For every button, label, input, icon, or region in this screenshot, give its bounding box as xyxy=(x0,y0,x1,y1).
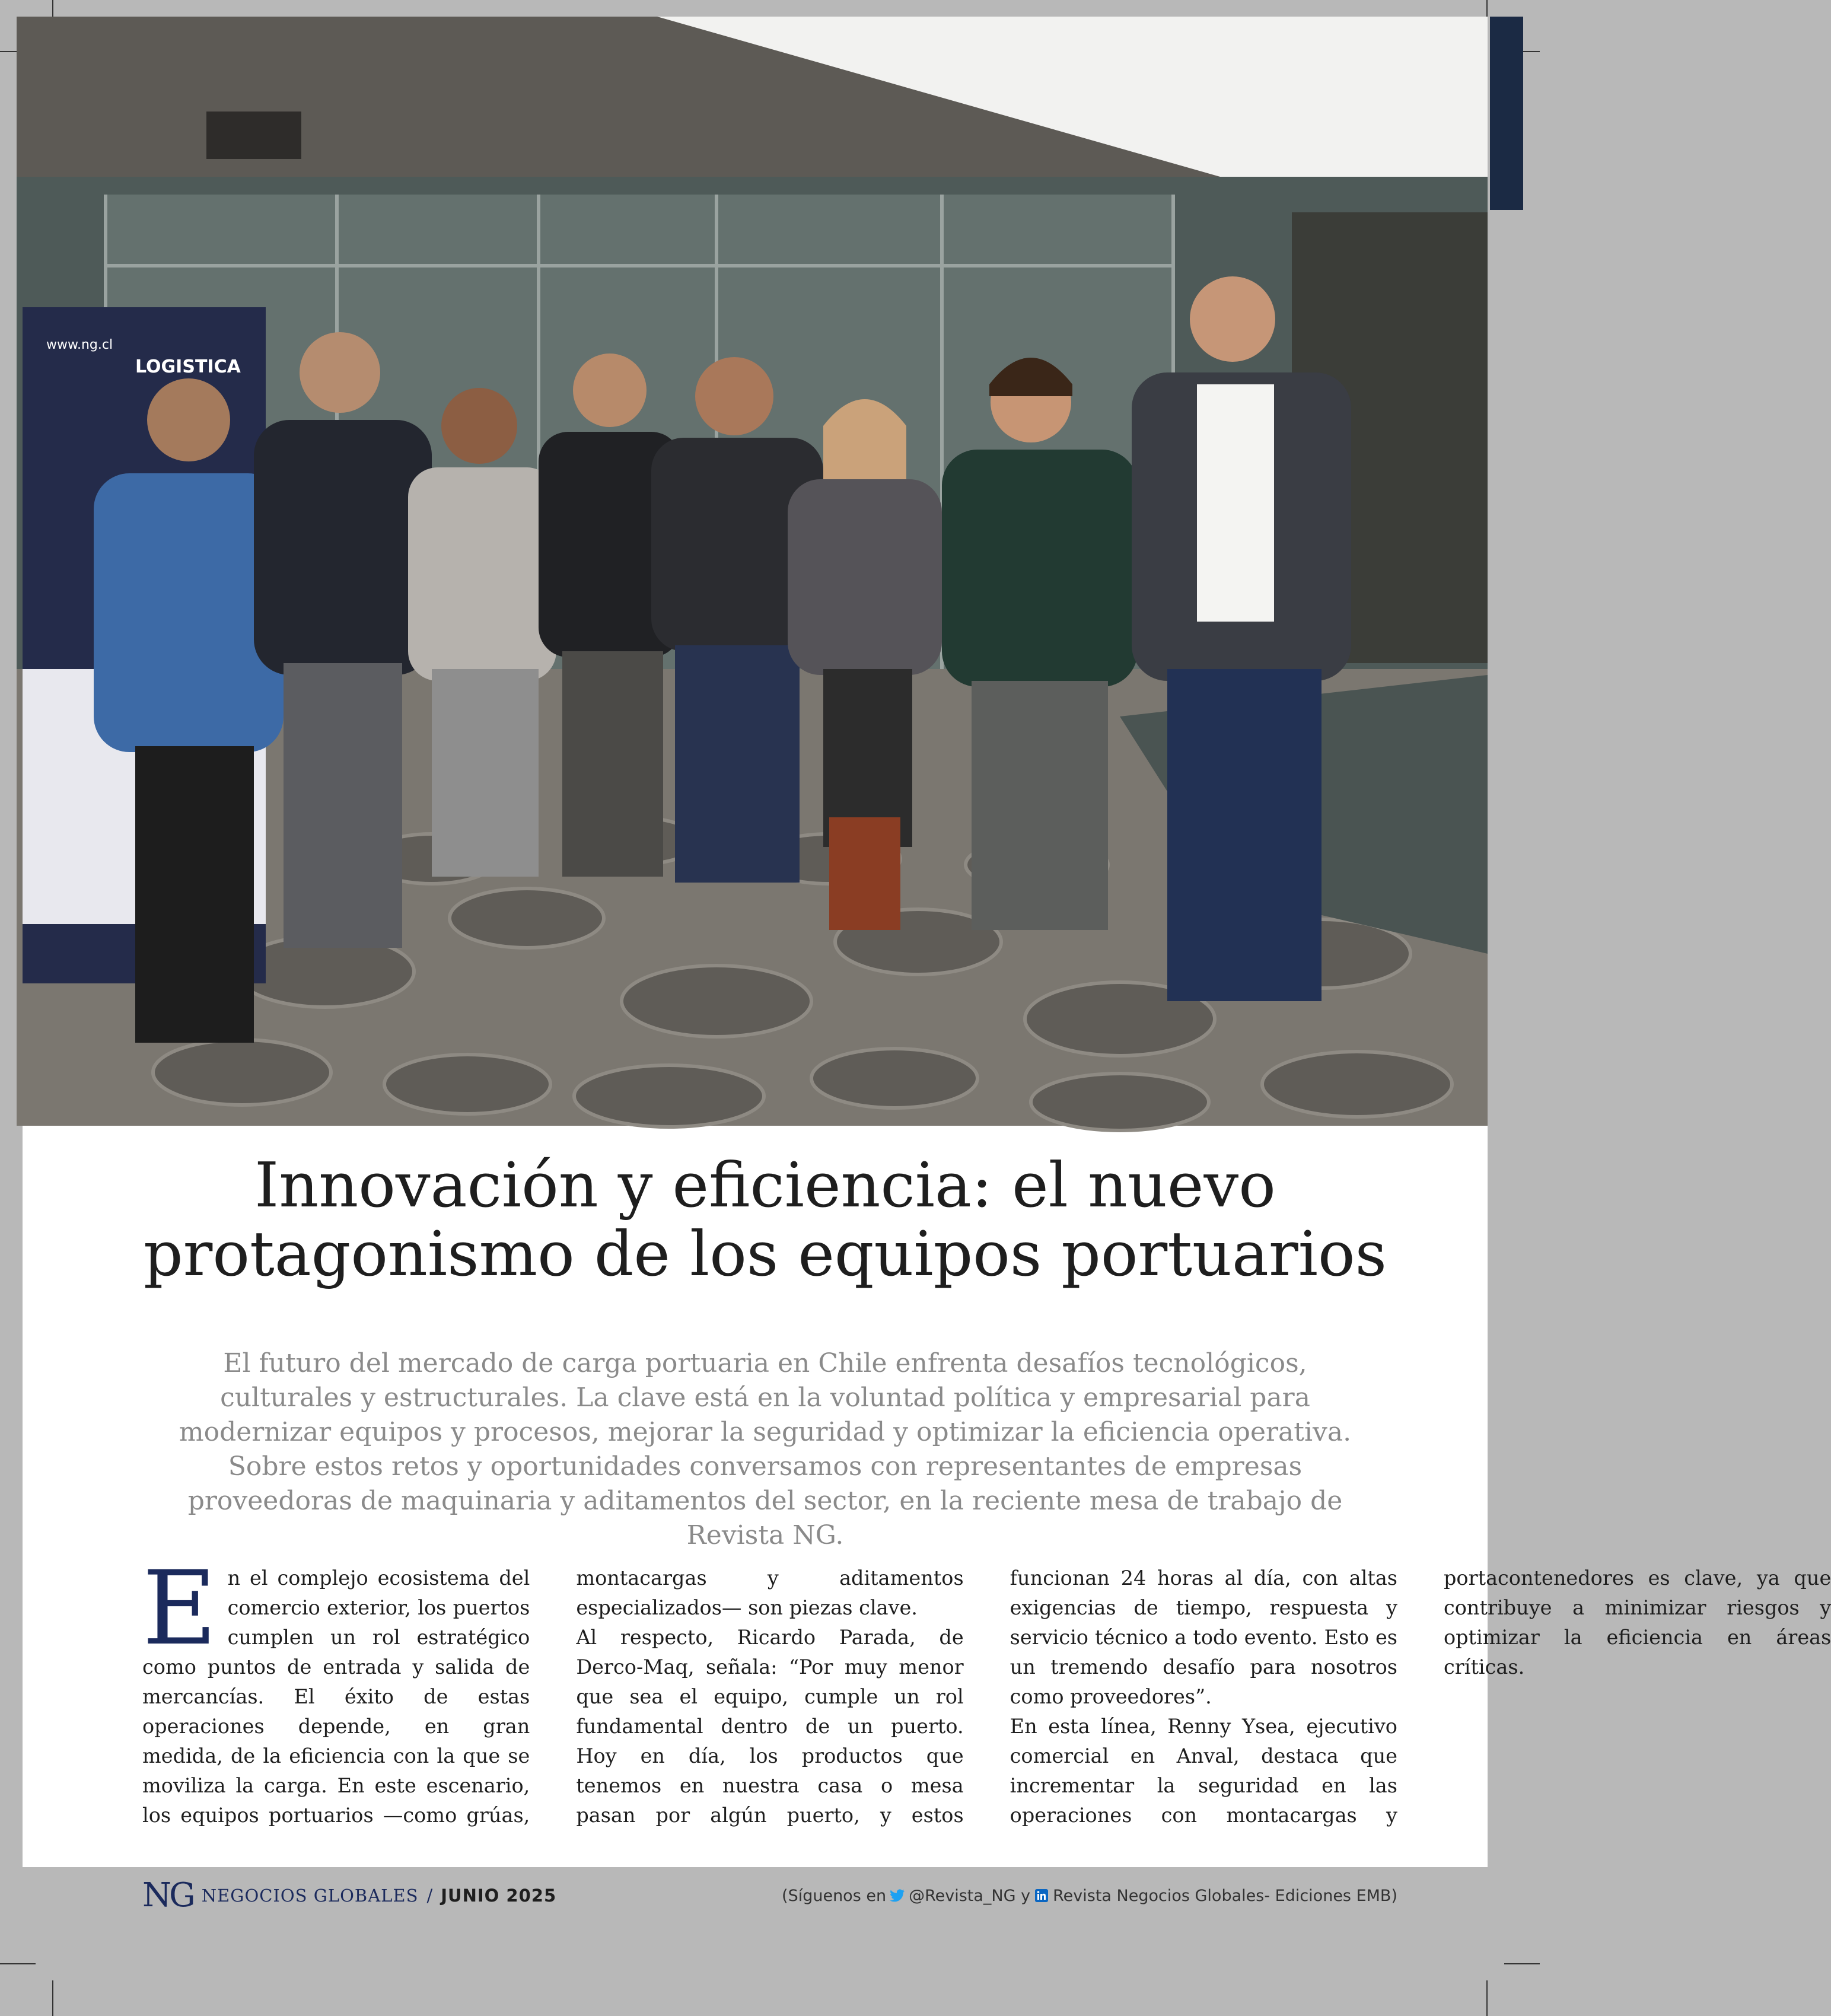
article-body xyxy=(142,1549,1831,1848)
title-line-1: Innovación y eficiencia: el nuevo xyxy=(254,1149,1276,1221)
issue-date: JUNIO 2025 xyxy=(441,1886,557,1906)
banner-url: www.ng.cl xyxy=(46,337,113,352)
crop-mark xyxy=(0,1963,36,1964)
ng-logo: NG xyxy=(142,1876,193,1915)
crop-mark xyxy=(52,1980,53,2016)
page-footer xyxy=(142,1877,1397,1915)
article-lead: El futuro del mercado de carga portuaria en Chile enfrenta desafíos tecnológicos, culturales y estructurales. La clave está en la voluntad política y empresarial para modernizar equipos y procesos, mejorar la seguridad y optimizar la eficiencia operativa. Sobre estos retos y oportunidades conversamos con representantes de empresas proveedoras de maquinaria y aditamentos del sector, en la reciente mesa de trabajo de Revista NG. xyxy=(179,1348,1352,1550)
linkedin-name[interactable]: Revista Negocios Globales- Ediciones EMB) xyxy=(1053,1886,1397,1905)
section-tab xyxy=(1490,17,1523,210)
crop-mark xyxy=(1504,1963,1540,1964)
paragraph-3: En esta línea, Renny Ysea, ejecutivo comercial en Anval, destaca que incrementar la seguridad en las operaciones con montacargas y portacontenedores es clave, ya que contribuye a minimizar riesgos y optimizar la eficiencia en áreas críticas. xyxy=(1010,1566,1831,1827)
twitter-icon[interactable] xyxy=(890,1888,905,1903)
paragraph-2: Al respecto, Ricardo Parada, de Derco-Maq, señala: “Por muy menor que sea el equipo, cumple un rol fundamental dentro de un puerto. Hoy en día, los productos que tenemos en nuestra casa o mesa pasan por algún puerto, y estos funcionan 24 horas al día, con altas exigencias de tiempo, respuesta y servicio técnico a todo evento. Esto es un tremendo desafío para nosotros como proveedores”. xyxy=(576,1566,1397,1827)
article-title xyxy=(71,1151,1459,1288)
drop-cap: E xyxy=(142,1549,217,1668)
linkedin-icon[interactable] xyxy=(1034,1888,1049,1903)
paragraph-1-text: n el complejo ecosistema del comercio exterior, los puertos cumplen un rol estratégico como puntos de entrada y salida de mercancías. El éxito de estas operaciones depende, en gran medida, de la eficiencia con la que se moviliza la carga. En este escenario, los equipos portuarios —como grúas, montacargas y aditamentos especializados— son piezas clave. xyxy=(142,1566,964,1827)
banner-brand: LOGISTICA xyxy=(135,356,241,377)
footer-separator: / xyxy=(426,1886,433,1906)
social-follow xyxy=(782,1887,1397,1905)
footer-masthead xyxy=(142,1876,557,1915)
magazine-name: NEGOCIOS GLOBALES xyxy=(201,1886,419,1906)
twitter-handle[interactable]: @Revista_NG y xyxy=(909,1886,1031,1905)
title-line-2: protagonismo de los equipos portuarios xyxy=(144,1218,1387,1290)
follow-prefix: (Síguenos en xyxy=(782,1886,887,1905)
group-photo xyxy=(17,17,1488,1126)
crop-mark xyxy=(1486,1980,1488,2016)
